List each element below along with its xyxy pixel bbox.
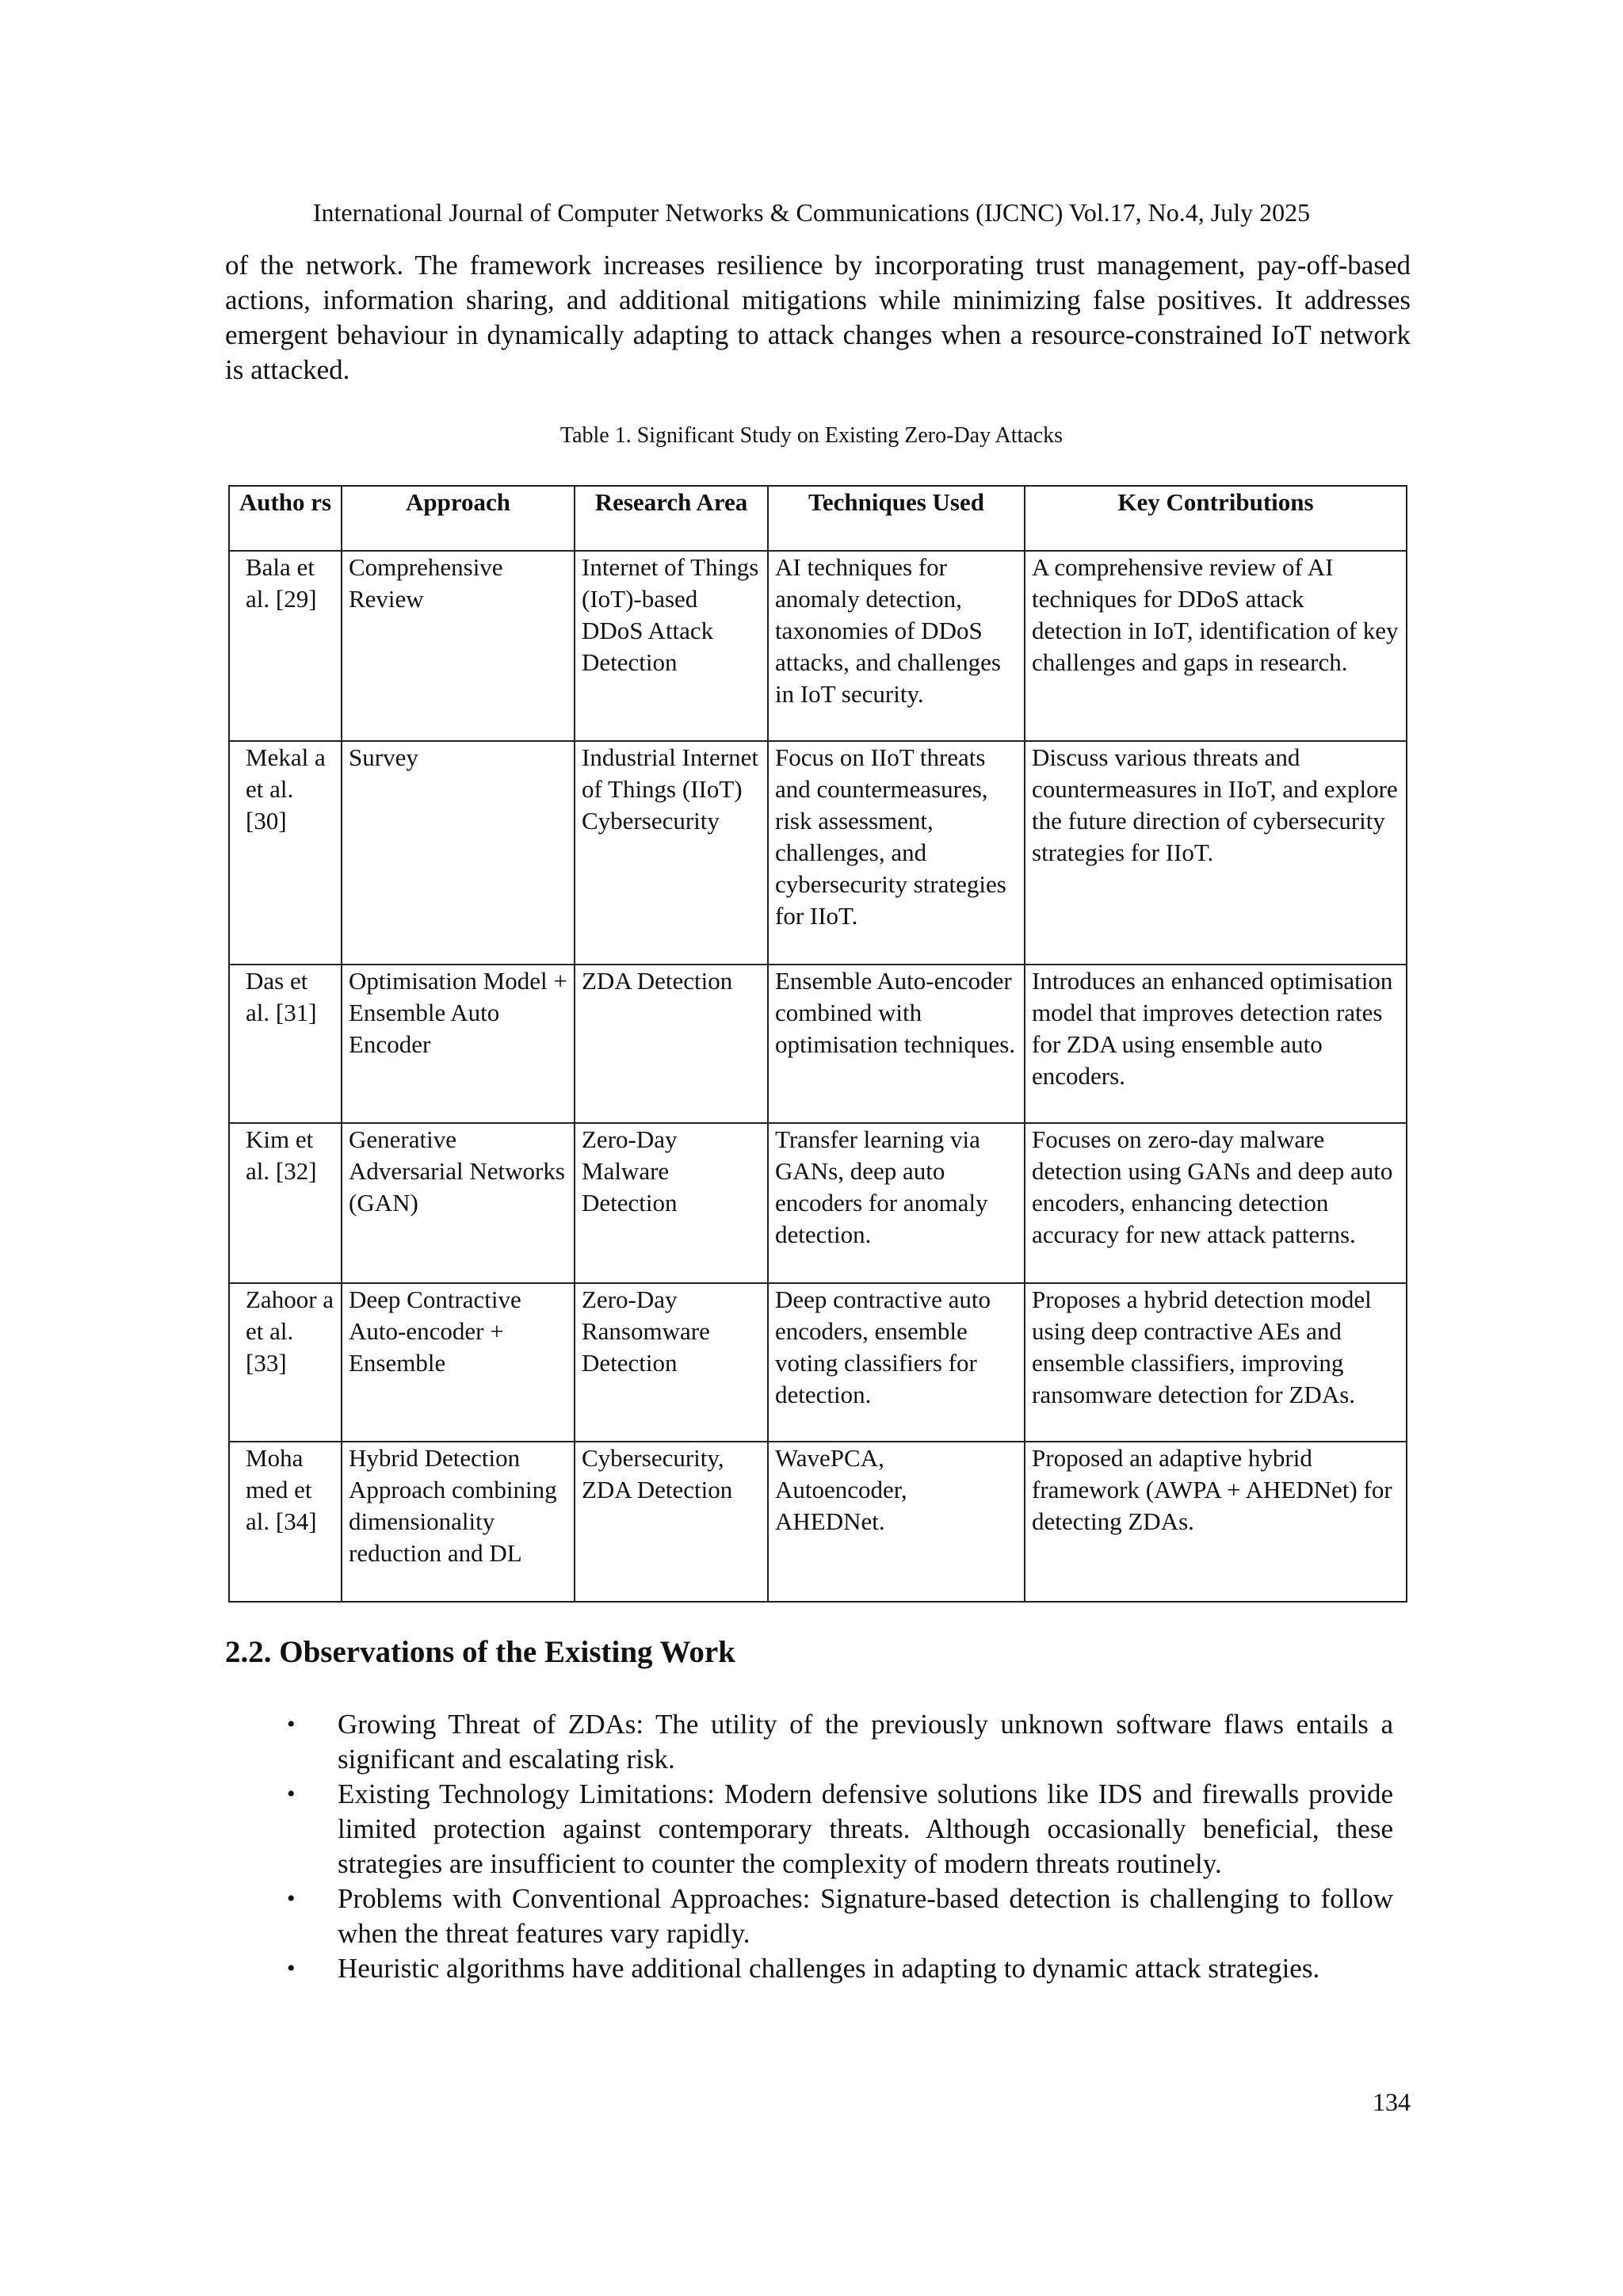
cell-area: Industrial Internet of Things (IIoT) Cybersecurity (575, 741, 768, 965)
cell-authors: Das et al. [31] (229, 965, 342, 1123)
table-row (229, 1123, 1407, 1283)
table-row (229, 741, 1407, 965)
cell-techniques: Deep contractive auto encoders, ensemble voting classifiers for detection. (768, 1283, 1025, 1442)
table-row (229, 1283, 1407, 1442)
cell-approach: Deep Contractive Auto-encoder + Ensemble (342, 1283, 575, 1442)
bullet-icon: • (287, 1711, 296, 1737)
cell-approach: Comprehensive Review (342, 551, 575, 741)
cell-techniques: WavePCA, Autoencoder, AHEDNet. (768, 1442, 1025, 1602)
header-research-area: Research Area (575, 486, 768, 551)
list-item (281, 1951, 1393, 1986)
cell-approach: Survey (342, 741, 575, 965)
list-item-text: Problems with Conventional Approaches: Signature-based detection is challenging to follow when the threat features vary rapidly. (338, 1883, 1393, 1949)
cell-authors: Kim et al. [32] (229, 1123, 342, 1283)
cell-techniques: Ensemble Auto-encoder combined with optimisation techniques. (768, 965, 1025, 1123)
cell-area: ZDA Detection (575, 965, 768, 1123)
table-header-row (229, 486, 1407, 551)
list-item-text: Heuristic algorithms have additional challenges in adapting to dynamic attack strategies. (338, 1953, 1320, 1984)
cell-contributions: A comprehensive review of AI techniques for DDoS attack detection in IoT, identification of key challenges and gaps in research. (1025, 551, 1407, 741)
section-heading: 2.2. Observations of the Existing Work (225, 1635, 735, 1669)
page-number: 134 (1373, 2088, 1411, 2116)
study-table (228, 485, 1407, 1603)
list-item (281, 1707, 1393, 1777)
cell-authors: Zahoor a et al. [33] (229, 1283, 342, 1442)
cell-techniques: Focus on IIoT threats and countermeasures, risk assessment, challenges, and cybersecurity strategies for IIoT. (768, 741, 1025, 965)
cell-techniques: AI techniques for anomaly detection, taxonomies of DDoS attacks, and challenges in IoT security. (768, 551, 1025, 741)
list-item (281, 1881, 1393, 1951)
cell-contributions: Proposed an adaptive hybrid framework (AWPA + AHEDNet) for detecting ZDAs. (1025, 1442, 1407, 1602)
cell-contributions: Focuses on zero-day malware detection using GANs and deep auto encoders, enhancing detection accuracy for new attack patterns. (1025, 1123, 1407, 1283)
cell-authors: Mekal a et al. [30] (229, 741, 342, 965)
table-row (229, 1442, 1407, 1602)
list-item (281, 1777, 1393, 1881)
bullet-icon: • (287, 1955, 296, 1981)
cell-area: Zero-Day Ransomware Detection (575, 1283, 768, 1442)
cell-contributions: Proposes a hybrid detection model using deep contractive AEs and ensemble classifiers, improving ransomware detection for ZDAs. (1025, 1283, 1407, 1442)
cell-area: Internet of Things (IoT)-based DDoS Attack Detection (575, 551, 768, 741)
table-caption: Table 1. Significant Study on Existing Zero-Day Attacks (559, 423, 1064, 448)
header-approach: Approach (342, 486, 575, 551)
cell-approach: Optimisation Model + Ensemble Auto Encoder (342, 965, 575, 1123)
header-contributions: Key Contributions (1025, 486, 1407, 551)
journal-header: International Journal of Computer Networks & Communications (IJCNC) Vol.17, No.4, July 2025 (312, 198, 1311, 227)
intro-paragraph: of the network. The framework increases resilience by incorporating trust management, pay-off-based actions, information sharing, and additional mitigations while minimizing false positives. It addresses emergent behaviour in dynamically adapting to attack changes when a resource-constrained IoT network is attacked. (225, 250, 1411, 385)
cell-authors: Moha med et al. [34] (229, 1442, 342, 1602)
bullet-icon: • (287, 1781, 296, 1807)
cell-area: Zero-Day Malware Detection (575, 1123, 768, 1283)
table-row (229, 551, 1407, 741)
header-authors: Autho rs (229, 486, 342, 551)
cell-contributions: Introduces an enhanced optimisation model that improves detection rates for ZDA using ensemble auto encoders. (1025, 965, 1407, 1123)
list-item-text: Growing Threat of ZDAs: The utility of the previously unknown software flaws entails a significant and escalating risk. (338, 1709, 1393, 1775)
list-item-text: Existing Technology Limitations: Modern defensive solutions like IDS and firewalls provide limited protection against contemporary threats. Although occasionally beneficial, these strategies are insufficient to counter the complexity of modern threats routinely. (338, 1778, 1393, 1879)
observations-list (281, 1707, 1393, 1986)
cell-techniques: Transfer learning via GANs, deep auto encoders for anomaly detection. (768, 1123, 1025, 1283)
bullet-icon: • (287, 1885, 296, 1912)
cell-authors: Bala et al. [29] (229, 551, 342, 741)
cell-area: Cybersecurity, ZDA Detection (575, 1442, 768, 1602)
cell-contributions: Discuss various threats and countermeasures in IIoT, and explore the future direction of cybersecurity strategies for IIoT. (1025, 741, 1407, 965)
cell-approach: Hybrid Detection Approach combining dimensionality reduction and DL (342, 1442, 575, 1602)
cell-approach: Generative Adversarial Networks (GAN) (342, 1123, 575, 1283)
header-techniques: Techniques Used (768, 486, 1025, 551)
table-row (229, 965, 1407, 1123)
